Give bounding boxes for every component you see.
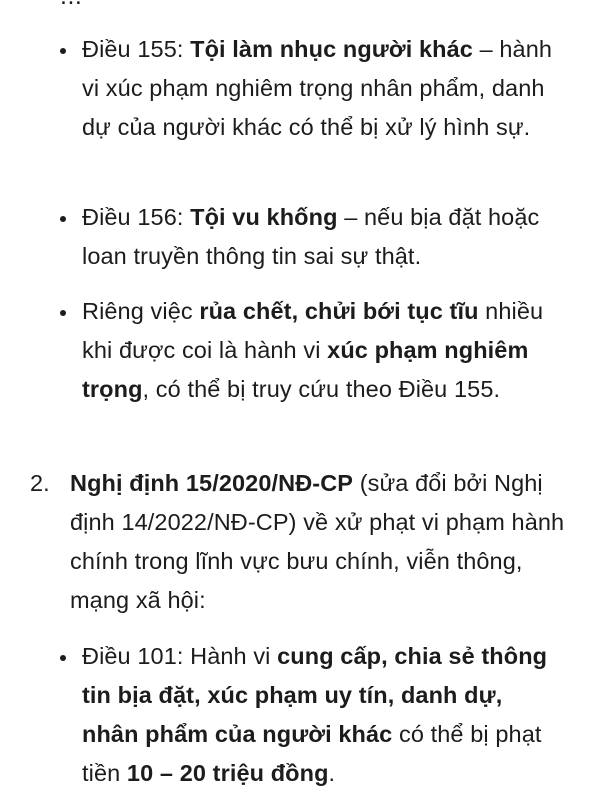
text-segment: , có thể bị truy cứu theo Điều 155. [142, 376, 501, 402]
list-item-dieu-156 [60, 198, 560, 276]
bold-text-segment: cung cấp, chia sẻ thông tin bịa đặt, xúc phạm uy tín, danh dự, nhân phẩm của người khác [82, 643, 548, 747]
bold-text-segment: Tội vu khống [190, 204, 338, 230]
numbered-item-text [70, 464, 570, 620]
text-segment: – hành vi xúc phạm nghiêm trọng nhân phẩm, danh dự của người khác có thể bị xử lý hình sự. [82, 36, 553, 140]
bold-text-segment: Tội làm nhục người khác [190, 36, 473, 62]
bold-text-segment: 10 – 20 triệu đồng [126, 760, 329, 786]
text-segment: Điều 155: [82, 36, 191, 62]
text-segment: nhiều khi được coi là hành vi [82, 298, 544, 363]
text-segment: – nếu bịa đặt hoặc loan truyền thông tin sai sự thật. [82, 204, 540, 269]
text-segment: Điều 156: [82, 204, 191, 230]
bold-text-segment: rủa chết, chửi bới tục tĩu [199, 298, 479, 324]
list-number: 2. [30, 470, 50, 496]
list-item-text [82, 637, 560, 793]
text-segment: (sửa đổi bởi Nghị định 14/2022/NĐ-CP) về xử phạt vi phạm hành chính trong lĩnh vực bưu chính, viễn thông, mạng xã hội: [70, 470, 565, 613]
list-item-rieng-viec [60, 292, 560, 409]
bullet-dot-icon [60, 310, 66, 316]
bullet-dot-icon [60, 655, 66, 661]
list-item-dieu-101 [60, 637, 560, 793]
text-segment: . [328, 760, 336, 786]
cut-off-previous-line [60, 0, 540, 6]
text-segment: Riêng việc [82, 298, 200, 324]
list-item-text [82, 198, 560, 276]
numbered-item-2 [30, 464, 570, 620]
text-segment: Điều 101: Hành vi [82, 643, 278, 669]
bullet-dot-icon [60, 48, 66, 54]
bullet-dot-icon [60, 216, 66, 222]
list-item-text [82, 292, 560, 409]
bold-text-segment: Nghị định 15/2020/NĐ-CP [70, 470, 354, 496]
cut-off-text [60, 0, 540, 6]
list-item-text [82, 30, 560, 147]
list-item-dieu-155 [60, 30, 560, 147]
bold-text-segment: xúc phạm nghiêm trọng [82, 337, 529, 402]
text-segment: có thể bị phạt tiền [82, 721, 542, 786]
